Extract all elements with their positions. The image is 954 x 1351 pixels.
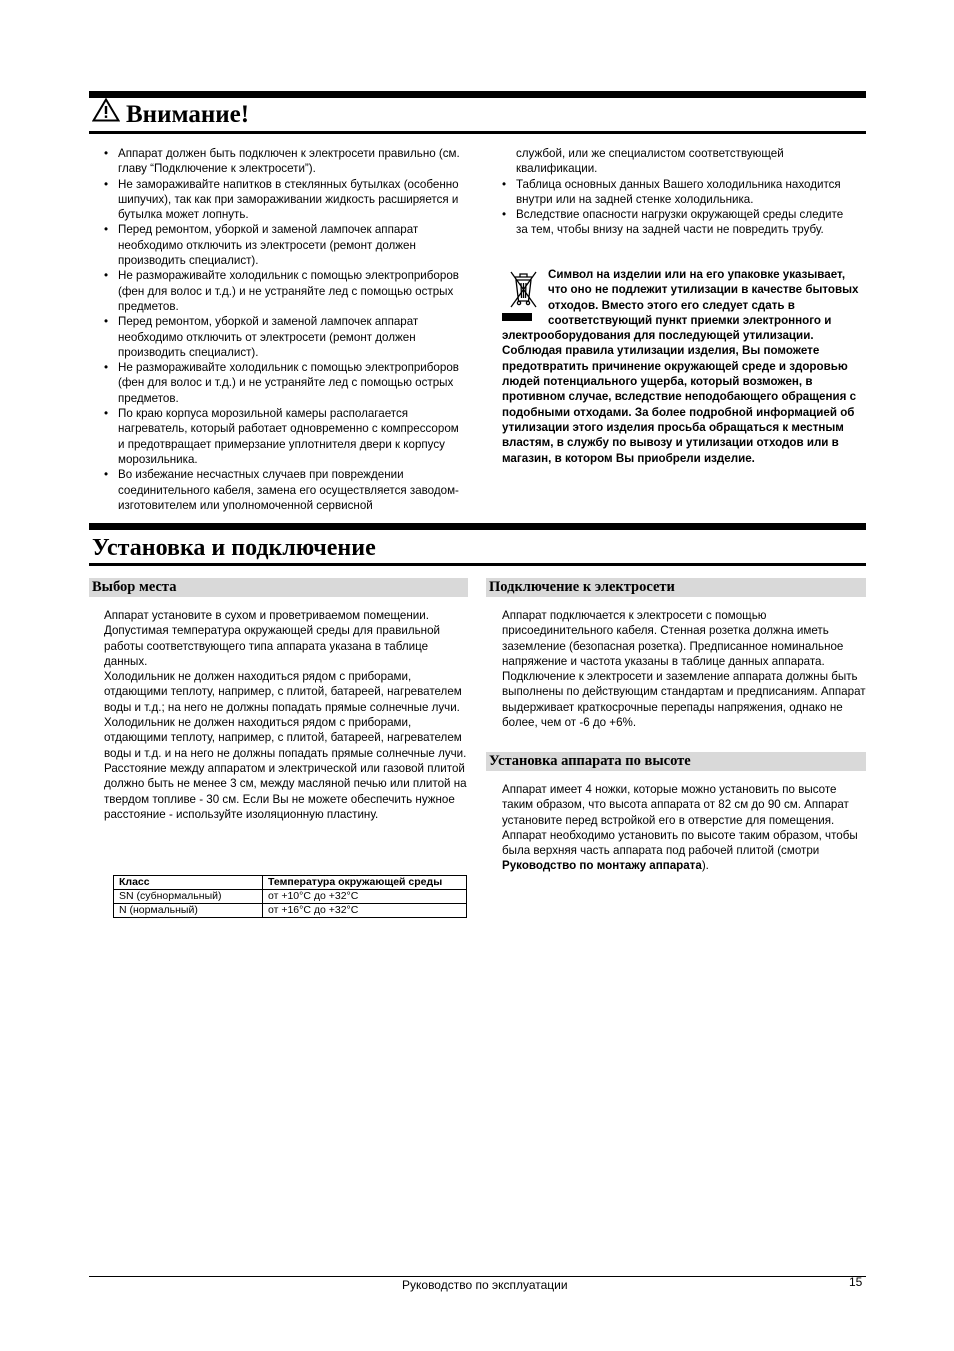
warning-underline xyxy=(89,131,866,134)
table-header-temperature: Температура окружающей среды xyxy=(263,876,467,890)
location-paragraph: Холодильник не должен находиться рядом с приборами, отдающими теплоту, например, с плитой, батареей, нагревателем воды и т.д.; на него не должны попадать прямые солнечные лучи. xyxy=(104,670,462,714)
installation-underline xyxy=(89,563,866,566)
table-header-row xyxy=(114,876,467,890)
climate-class-table xyxy=(113,875,467,918)
table-cell: N (нормальный) xyxy=(114,904,263,918)
table-header-class: Класс xyxy=(114,876,263,890)
footer-label: Руководство по эксплуатации xyxy=(402,1278,568,1292)
table-cell: от +10°C до +32°C xyxy=(263,890,467,904)
height-text-manual-reference: Руководство по монтажу аппарата xyxy=(502,859,702,873)
electric-body: Аппарат подключается к электросети с помощью присоединительного кабеля. Стенная розетка должна иметь заземление (безопасная розетка). Предписанное номинальное напряжение и частота указаны в таблице данных аппарата. Подключение к электросети и заземление аппарата должны быть выполнены по действующим стандартам и предписаниям. Аппарат выдерживает краткосрочные перепады напряжения, однако не более, чем от -6 до +6%. xyxy=(502,609,866,730)
warning-title: Внимание! xyxy=(126,101,250,128)
warning-item: • Не размораживайте холодильник с помощью электроприборов (фен для волос и т.д.) и не устраняйте лед с помощью острых предметов. xyxy=(104,268,464,314)
warning-continuation: службой, или же специалистом соответствующей квалификации. xyxy=(516,147,784,176)
warning-item: • Перед ремонтом, уборкой и заменой лампочек аппарат необходимо отключить от электросети (ремонт должен производить специалист). xyxy=(104,314,464,360)
installation-title: Установка и подключение xyxy=(92,535,376,561)
height-body xyxy=(502,782,864,874)
height-text-end: ). xyxy=(701,859,709,873)
warning-item: • Таблица основных данных Вашего холодильника находится внутри или на задней стенке холодильника. xyxy=(502,177,852,208)
warning-item: • Вследствие опасности нагрузки окружающей среды следите за тем, чтобы внизу на задней части не повредить трубу. xyxy=(502,207,852,238)
warning-item: • Не замораживайте напитков в стеклянных бутылках (особенно шипучих), так как при замораживании жидкость расширяется и бутылка может лопнуть. xyxy=(104,177,464,223)
electric-heading: Подключение к электросети xyxy=(486,578,866,597)
location-paragraph: Расстояние между аппаратом и электрической или газовой плитой должно быть не менее 3 см, между масляной печью или плитой на твердом топливе - 30 см. Если Вы не можете обеспечить нужное расстояние - используйте изоляционную пластину. xyxy=(104,761,467,821)
warning-right-column xyxy=(502,146,852,238)
warning-item: • Не размораживайте холодильник с помощью электроприборов (фен для волос и т.д.) и не устраняйте лед с помощью острых предметов. xyxy=(104,360,464,406)
warning-item: • Во избежание несчастных случаев при повреждении соединительного кабеля, замена его осуществляется заводом-изготовителем или уполномоченной сервисной xyxy=(104,467,464,513)
height-text: Аппарат имеет 4 ножки, которые можно установить по высоте таким образом, что высота аппарата от 82 см до 90 см. Аппарат установите перед встройкой его в отверстие для помещения. Аппарат необходимо установить по высоте таким образом, чтобы была верхняя часть аппарата под рабочей плитой (смотри xyxy=(502,783,858,858)
height-heading: Установка аппарата по высоте xyxy=(486,752,866,771)
footer-rule xyxy=(89,1276,866,1277)
installation-top-rule xyxy=(89,523,866,530)
table-cell: от +16°C до +32°C xyxy=(263,904,467,918)
location-heading: Выбор места xyxy=(89,578,468,597)
warning-heading xyxy=(92,98,249,132)
warning-left-column xyxy=(104,146,464,513)
location-paragraph: Холодильник не должен находиться рядом с приборами, отдающими теплоту, например, с плитой, батареей, нагревателем воды и т.д. и на него не должны попадать прямые солнечные лучи. xyxy=(104,716,467,760)
warning-triangle-icon xyxy=(92,98,126,132)
page-number: 15 xyxy=(849,1275,863,1289)
warning-list-left xyxy=(104,146,464,513)
top-rule xyxy=(89,91,866,98)
table-cell: SN (субнормальный) xyxy=(114,890,263,904)
location-paragraph: Аппарат установите в сухом и проветриваемом помещении. Допустимая температура окружающей среды для правильной работы соответствующего типа аппарата указана в таблице данных. xyxy=(104,609,441,668)
disposal-text: Символ на изделии или на его упаковке указывает, что оно не подлежит утилизации в качестве бытовых отходов. Вместо этого его следует сдать в соответствующий пункт приемки электронного и электрооборудования для последующей утилизации. Соблюдая правила утилизации изделия, Вы поможете предотвратить причинение окружающей среде и здоровью людей потенциального ущерба, который возможен, в противном случае, вследствие неподобающего обращения с подобными отходами. За более подробной информацией об утилизации этого изделия просьба обращаться к местным властям, в службу по вывозу и утилизации отходов или в магазин, в котором Вы приобрели изделие. xyxy=(502,268,859,465)
table-row xyxy=(114,890,467,904)
crossed-out-bin-icon xyxy=(502,267,544,321)
warning-item: • Перед ремонтом, уборкой и заменой лампочек аппарат необходимо отключить из электросети (ремонт должен производить специалист). xyxy=(104,222,464,268)
warning-list-right xyxy=(502,177,852,238)
location-body xyxy=(104,608,468,822)
table-row xyxy=(114,904,467,918)
warning-item: • По краю корпуса морозильной камеры располагается нагреватель, который работает одновременно с компрессором и предотвращает примерзание уплотнителя двери к корпусу морозильника. xyxy=(104,406,464,467)
warning-item: • Аппарат должен быть подключен к электросети правильно (см. главу “Подключение к электросети”). xyxy=(104,146,464,177)
disposal-notice xyxy=(502,267,864,466)
